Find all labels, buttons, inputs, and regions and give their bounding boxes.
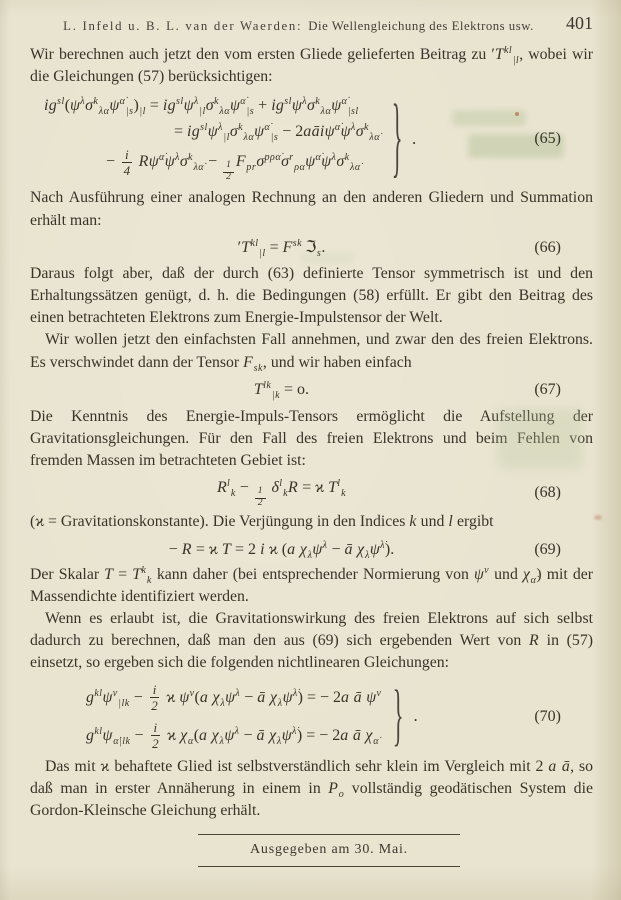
paragraph-conclusion: Das mit ϰ behaftete Glied ist selbstverständlich sehr klein im Vergleich mit 2 a ā, so daß man in erster Annäherung in einem in $P_o$ vollständig geodätischen System die Gordon-Kleinsche Gleichung erhält. xyxy=(30,757,594,819)
colophon-text: Ausgegeben am 30. Mai. xyxy=(250,842,408,858)
equation-brace: } xyxy=(393,677,404,754)
equation-line: $ig^{sl}(\psi^\lambda\sigma^k_{\lambda\alphȧ}\psi^{\alphȧ}_{|s})_{|l} = ig^{sl}\psi^\lambda_{|l}\sigma^k_{\lambda\alphȧ}\psi^{\alphȧ}_{|s} + ig^{sl}\psi^\lambda\sigma^k_{\lambda\alphȧ}\psi^{\alphȧ}_{|sl}$ xyxy=(44,96,359,118)
equation-number: (69) xyxy=(534,540,561,558)
running-head-title: Die Wellengleichung des Elektrons usw. xyxy=(308,19,534,33)
running-head xyxy=(0,0,621,34)
equation-formula: $T^{lk}_{|k} = o$. xyxy=(253,379,310,401)
equation-66 xyxy=(30,236,593,260)
paragraph-selbstwirkung: Wenn es erlaubt ist, die Gravitationswirkung des freien Elektrons auf sich selbst dadurch zu berechnen, daß man den aus (69) sich ergebenden Wert von R in (57) einsetzt, so ergeben sich die folgenden nichtlinearen Gleichungen: xyxy=(30,609,593,672)
equation-brace: } xyxy=(391,87,403,187)
colophon xyxy=(198,834,460,867)
equation-formula: $'T^{kl}_{|l} = F^{sk}$ ℑ$_s$. xyxy=(237,237,326,259)
equation-number: (68) xyxy=(534,483,561,501)
equation-number: (70) xyxy=(534,707,561,725)
equation-line: − $\frac{i}{4}$ $R\psi^{\alphȧ}\psi^\lambda\sigma^k_{\lambda\alphȧ}$ − $\frac{1}{2}$ $F_{pr}\sigma^{p\rho\alphȧ}\sigma^r_{\rho\alphȧ}\psi^{\alphȧ}\psi^\lambda\sigma^k_{\lambda\alphȧ}$ xyxy=(106,147,361,183)
scan-speck xyxy=(594,515,602,520)
running-head-text xyxy=(0,19,621,34)
equation-formula: $R^l_k$ − $\frac{1}{2}$ $\delta^l_kR = ϰ$ $T^l_k$ xyxy=(216,478,347,509)
scan-ghost xyxy=(497,408,583,470)
running-head-authors: L. Infeld u. B. L. van der Waerden: xyxy=(63,19,303,33)
equation-number: (66) xyxy=(534,238,561,256)
paragraph-intro: Wir berechnen auch jetzt den vom ersten Gliede gelieferten Beitrag zu $'T^{kl}_{|l}$, wobei wir die Gleichungen (57) berücksichtigen: xyxy=(30,45,593,86)
paragraph-tensor-symmetry: Daraus folgt aber, daß der durch (63) definierte Tensor symmetrisch ist und den Erhaltungssätzen genügt, d. h. die Bedingungen (58) erfüllt. Er gibt den Beitrag des einen betrachteten Elektrons zum Energie-Impulstensor der Welt. xyxy=(30,264,593,327)
equation-70-lines xyxy=(86,683,381,751)
equation-line: = $ig^{sl}\psi^\lambda_{|l}\sigma^k_{\lambda\alphȧ}\psi^{\alphȧ}_{|s}$ − $2aāi\psi^{\alphȧ}\psi^\lambda\sigma^k_{\lambda\alphȧ}$ xyxy=(174,122,380,144)
equation-68 xyxy=(30,476,593,509)
paragraph-summation: Nach Ausführung einer analogen Rechnung an den anderen Gliedern und Summation erhält man: xyxy=(30,189,593,229)
page-number: 401 xyxy=(566,13,593,33)
equation-65 xyxy=(30,87,593,187)
equation-number: (65) xyxy=(534,129,561,147)
equation-period: . xyxy=(413,706,418,726)
equation-67 xyxy=(30,378,593,402)
equation-65-lines xyxy=(44,94,380,183)
equation-69 xyxy=(30,538,593,562)
paragraph-gravitation: Die Kenntnis des Energie-Impuls-Tensors ermöglicht die Aufstellung der Gravitationsgleichungen. Für den Fall des freien Elektrons und beim Fehlen von fremden Massen im betrachteten Gebiet ist: xyxy=(30,407,593,470)
equation-70 xyxy=(30,677,593,754)
equation-formula: − R = ϰ T = 2 i ϰ (a $\chi_\lambda\psi^\lambda$ − ā $\chi_{\lambdȧ}\psi^{\lambdȧ}$). xyxy=(168,539,395,561)
paragraph-free-electron: Wir wollen jetzt den einfachsten Fall annehmen, und zwar den des freien Elektrons. Es verschwindet dann der Tensor $F_{sk}$, und wir haben einfach xyxy=(30,331,593,374)
equation-line: $g^{kl}\psi^\nu_{|lk}$ − $\frac{i}{2}$ ϰ $\psi^\nu(a$ $\chi_\lambda\psi^\lambda$ − ā $\chi_{\lambdȧ}\psi^{\lambdȧ}$) = − 2a ā $\psi^\nu$ xyxy=(86,682,382,713)
paragraph-skalar: Der Skalar $T = T^k_k$ kann daher (bei entsprechender Normierung von $\psi^\nu$ und $\chi_{\alphȧ}$) mit der Massendichte identifiziert werden. xyxy=(30,564,594,605)
equation-line: $g^{kl}\psi_{\alphȧ|lk}$ − $\frac{i}{2}$ ϰ $\chi_{\alphȧ}(a$ $\chi_\lambda\psi^\lambda$ − ā $\chi_{\lambdȧ}\psi^{\lambdȧ}$) = − 2a ā $\chi_{\alphȧ}$ xyxy=(86,720,380,751)
equation-period: . xyxy=(411,128,417,148)
equation-number: (67) xyxy=(534,380,561,398)
paragraph-konstante: (ϰ = Gravitationskonstante). Die Verjüngung in den Indices k und l ergibt xyxy=(30,513,494,531)
